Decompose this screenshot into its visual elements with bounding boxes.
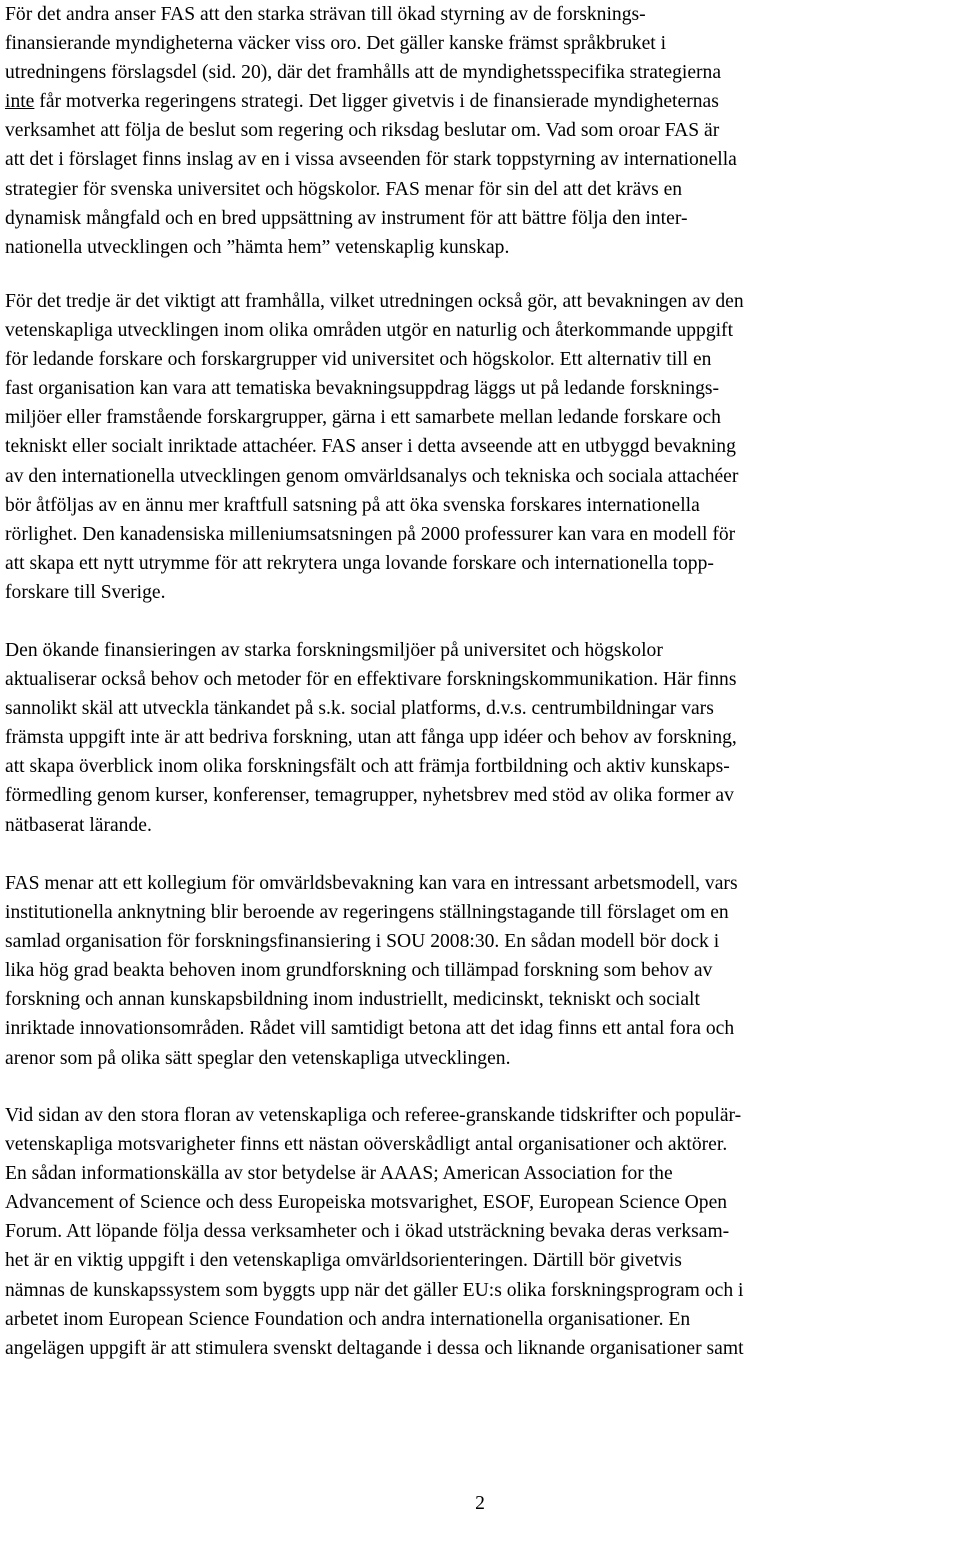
page-number: 2 bbox=[475, 1493, 485, 1514]
paragraph-3 bbox=[5, 636, 737, 840]
line-rest: får motverka regeringens strategi. Det ligger givetvis i de finansierade myndigheternas bbox=[34, 91, 719, 113]
text-line: inriktade innovationsområden. Rådet vill samtidigt betona att det idag finns ett antal fora och bbox=[5, 1018, 735, 1040]
text-line: främsta uppgift inte är att bedriva forskning, utan att fånga upp idéer och behov av forskning, bbox=[5, 727, 737, 749]
paragraph-4 bbox=[5, 869, 738, 1073]
text-line: Den ökande finansieringen av starka forskningsmiljöer på universitet och högskolor bbox=[5, 640, 663, 661]
text-line: vetenskapliga motsvarigheter finns ett nästan oöverskådligt antal organisationer och aktörer. bbox=[5, 1134, 728, 1156]
text-line: nationella utvecklingen och ”hämta hem” vetenskaplig kunskap. bbox=[5, 236, 510, 258]
text-line: finansierande myndigheterna väcker viss oro. Det gäller kanske främst språkbruket i bbox=[5, 33, 667, 55]
text-line: institutionella anknytning blir beroende av regeringens ställningstagande till förslaget om en bbox=[5, 902, 729, 924]
text-line: angelägen uppgift är att stimulera svenskt deltagande i dessa och liknande organisationer samt bbox=[5, 1337, 744, 1359]
text-line: Forum. Att löpande följa dessa verksamheter och i ökad utsträckning bevaka deras verksam- bbox=[5, 1221, 730, 1243]
text-line: nämnas de kunskapssystem som byggts upp när det gäller EU:s olika forskningsprogram och i bbox=[5, 1279, 744, 1301]
text-line: miljöer eller framstående forskargrupper, gärna i ett samarbete mellan ledande forskare och bbox=[5, 407, 721, 429]
text-line: forskning och annan kunskapsbildning inom industriellt, medicinskt, tekniskt och socialt bbox=[5, 989, 700, 1011]
text-line: förmedling genom kurser, konferenser, temagrupper, nyhetsbrev med stöd av olika former av bbox=[5, 785, 734, 807]
text-line: samlad organisation för forskningsfinansiering i SOU 2008:30. En sådan modell bör dock i bbox=[5, 931, 720, 953]
paragraph-2 bbox=[5, 287, 744, 607]
text-line: Vid sidan av den stora floran av vetenskapliga och referee-granskande tidskrifter och populär- bbox=[5, 1105, 742, 1126]
text-line: FAS menar att ett kollegium för omvärldsbevakning kan vara en intressant arbetsmodell, vars bbox=[5, 873, 738, 894]
text-line: het är en viktig uppgift i den vetenskapliga omvärldsorienteringen. Därtill bör givetvis bbox=[5, 1250, 682, 1272]
paragraph-1 bbox=[5, 0, 737, 262]
text-line: fast organisation kan vara att tematiska bevakningsuppdrag läggs ut på ledande forsknings- bbox=[5, 378, 720, 400]
text-line: nätbaserat lärande. bbox=[5, 814, 152, 836]
text-line-with-underline bbox=[5, 87, 737, 116]
text-line: att det i förslaget finns inslag av en i vissa avseenden för stark toppstyrning av internationella bbox=[5, 149, 737, 171]
text-line: För det tredje är det viktigt att framhålla, vilket utredningen också gör, att bevakningen av den bbox=[5, 291, 744, 312]
text-line: En sådan informationskälla av stor betydelse är AAAS; American Association for the bbox=[5, 1163, 673, 1185]
text-line: Advancement of Science och dess Europeiska motsvarighet, ESOF, European Science Open bbox=[5, 1192, 728, 1214]
text-line: att skapa överblick inom olika forskningsfält och att främja fortbildning och aktiv kunskaps- bbox=[5, 756, 730, 778]
text-line: dynamisk mångfald och en bred uppsättning av instrument för att bättre följa den inter- bbox=[5, 207, 688, 229]
underlined-word: inte bbox=[5, 91, 35, 113]
paragraph-5 bbox=[5, 1101, 744, 1363]
text-line: sannolikt skäl att utveckla tänkandet på s.k. social platforms, d.v.s. centrumbildningar vars bbox=[5, 698, 714, 720]
text-line: arenor som på olika sätt speglar den vetenskapliga utvecklingen. bbox=[5, 1047, 511, 1069]
text-line: lika hög grad beakta behoven inom grundforskning och tillämpad forskning som behov av bbox=[5, 960, 713, 982]
text-line: för ledande forskare och forskargrupper vid universitet och högskolor. Ett alternativ till en bbox=[5, 349, 712, 371]
text-line: arbetet inom European Science Foundation och andra internationella organisationer. En bbox=[5, 1308, 691, 1330]
text-line: bör åtföljas av en ännu mer kraftfull satsning på att öka svenska forskares internationella bbox=[5, 494, 700, 516]
text-line: tekniskt eller socialt inriktade attachéer. FAS anser i detta avseende att en utbyggd bevakning bbox=[5, 436, 736, 458]
text-line: aktualiserar också behov och metoder för en effektivare forskningskommunikation. Här finns bbox=[5, 669, 737, 691]
text-line: strategier för svenska universitet och högskolor. FAS menar för sin del att det krävs en bbox=[5, 178, 683, 200]
text-line: utredningens förslagsdel (sid. 20), där det framhålls att de myndighetsspecifika strategierna bbox=[5, 62, 722, 84]
text-line: För det andra anser FAS att den starka strävan till ökad styrning av de forsknings- bbox=[5, 4, 646, 25]
text-line: av den internationella utvecklingen genom omvärldsanalys och tekniska och sociala attachéer bbox=[5, 465, 739, 487]
text-line: forskare till Sverige. bbox=[5, 581, 166, 603]
text-line: att skapa ett nytt utrymme för att rekrytera unga lovande forskare och internationella topp- bbox=[5, 552, 714, 574]
text-line: rörlighet. Den kanadensiska milleniumsatsningen på 2000 professurer kan vara en modell för bbox=[5, 523, 736, 545]
text-line: verksamhet att följa de beslut som regering och riksdag beslutar om. Vad som oroar FAS är bbox=[5, 120, 720, 142]
text-line: vetenskapliga utvecklingen inom olika områden utgör en naturlig och återkommande uppgift bbox=[5, 320, 734, 342]
